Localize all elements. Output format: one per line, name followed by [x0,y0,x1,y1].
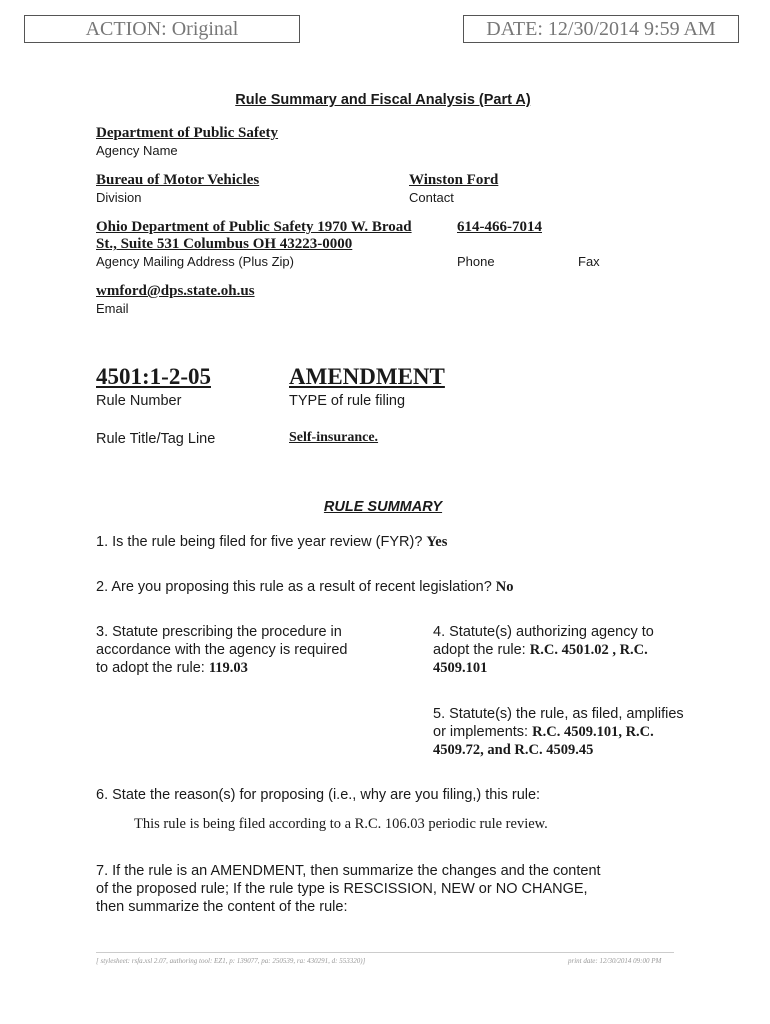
division-label: Division [96,190,142,205]
date-box: DATE: 12/30/2014 9:59 AM [463,15,739,43]
contact-label: Contact [409,190,454,205]
rule-type-label: TYPE of rule filing [289,393,406,409]
question-1 [96,533,447,551]
fax-label: Fax [578,254,600,269]
question-5-line-2: or implements: [433,724,529,740]
page-title: Rule Summary and Fiscal Analysis (Part A) [235,92,531,108]
address-line-1: Ohio Department of Public Safety 1970 W. Broad [96,219,412,235]
email-address: wmford@dps.state.oh.us [96,283,255,299]
question-2-answer: No [495,579,514,595]
question-3-line-2: accordance with the agency is required [96,642,348,658]
question-5-answer-2: 4509.72, and R.C. 4509.45 [433,742,594,758]
agency-name: Department of Public Safety [96,125,279,141]
question-6-text: 6. State the reason(s) for proposing (i.e., why are you filing,) this rule: [96,787,541,803]
question-1-text: 1. Is the rule being filed for five year review (FYR)? [96,534,423,550]
question-4-answer-2: 4509.101 [433,660,488,676]
question-3-line-3: to adopt the rule: [96,660,205,676]
rule-title-label: Rule Title/Tag Line [96,431,216,447]
question-1-answer: Yes [426,534,448,550]
question-4-line-2: adopt the rule: [433,642,526,658]
question-5-line-1: 5. Statute(s) the rule, as filed, amplifies [433,706,684,722]
rule-type: AMENDMENT [289,364,445,389]
rule-number-label: Rule Number [96,393,182,409]
question-5-answer-1: R.C. 4509.101, R.C. [532,724,654,740]
contact-name: Winston Ford [409,172,499,188]
question-4 [433,623,654,677]
question-7-line-2: of the proposed rule; If the rule type is RESCISSION, NEW or NO CHANGE, [96,881,588,897]
question-6-answer: This rule is being filed according to a R.C. 106.03 periodic rule review. [134,816,548,832]
division-name: Bureau of Motor Vehicles [96,172,260,188]
question-3-answer: 119.03 [208,660,248,676]
agency-name-label: Agency Name [96,143,178,158]
question-4-line-1: 4. Statute(s) authorizing agency to [433,624,654,640]
rule-summary-heading: RULE SUMMARY [323,499,443,515]
action-box: ACTION: Original [24,15,300,43]
phone-label: Phone [457,254,495,269]
question-5 [433,705,684,759]
question-7-line-3: then summarize the content of the rule: [96,899,348,915]
email-label: Email [96,301,129,316]
address-label: Agency Mailing Address (Plus Zip) [96,254,294,269]
rule-number: 4501:1-2-05 [96,364,211,389]
question-7 [96,862,601,916]
question-2-text: 2. Are you proposing this rule as a result of recent legislation? [96,579,492,595]
rule-title: Self-insurance. [289,430,379,445]
footer-print-date: print date: 12/30/2014 09:00 PM [568,957,662,965]
question-7-line-1: 7. If the rule is an AMENDMENT, then summarize the changes and the content [96,863,601,879]
question-3-line-1: 3. Statute prescribing the procedure in [96,624,342,640]
question-3 [96,623,347,677]
phone-number: 614-466-7014 [457,219,542,235]
footer-rule [96,952,674,953]
question-4-answer-1: R.C. 4501.02 , R.C. [529,642,648,658]
footer-stylesheet-info: [ stylesheet: rsfa.xsl 2.07, authoring tool: EZ1, p: 139077, pa: 250539, ra: 430291, d: 553320)] [96,957,366,965]
address-line-2: St., Suite 531 Columbus OH 43223-0000 [96,236,353,252]
question-2 [96,578,514,596]
